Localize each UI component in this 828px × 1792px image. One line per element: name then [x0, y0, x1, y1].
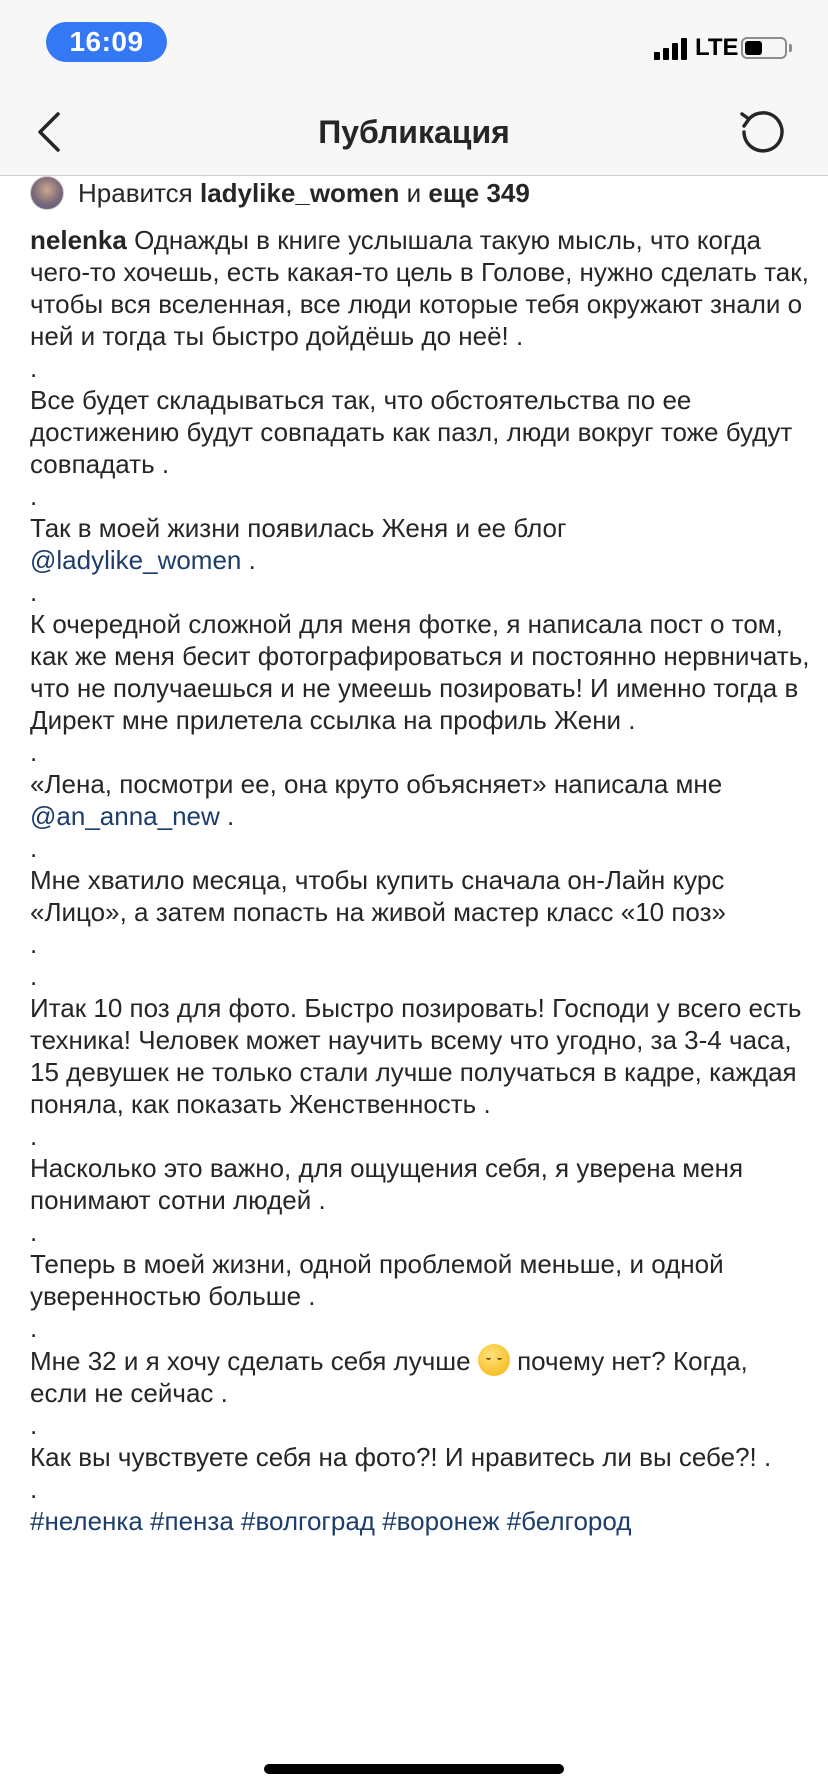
caption-paragraph: «Лена, посмотри ее, она круто объясняет» написала мне @an_anna_new . [30, 769, 723, 831]
network-type: LTE [695, 34, 739, 61]
caption-dot: . [30, 1474, 38, 1504]
caption-dot: . [30, 1410, 38, 1440]
status-time[interactable]: 16:09 [46, 22, 167, 62]
caption-paragraph: Итак 10 поз для фото. Быстро позировать! Господи у всего есть техника! Человек может научить всему что угодно, за 3-4 часа, 15 девушек не только стали лучше получаться в кадре, каждая поняла, как показать Женственность . [30, 993, 802, 1119]
caption-dot: . [30, 577, 38, 607]
mention-link[interactable]: @an_anna_new [30, 801, 220, 831]
battery-icon [741, 37, 787, 59]
caption-paragraph: nelenka Однажды в книге услышала такую мысль, что когда чего-то хочешь, есть какая-то цель в Голове, нужно сделать так, чтобы вся вселенная, все люди которые тебя окружают знали о ней и тогда ты быстро дойдёшь до неё! . [30, 225, 809, 351]
caption-paragraph: Теперь в моей жизни, одной проблемой меньше, и одной уверенностью больше . [30, 1249, 724, 1311]
likes-more-link[interactable]: еще 349 [428, 178, 530, 208]
caption-dot: . [30, 929, 38, 959]
likes-prefix: Нравится [78, 178, 193, 208]
likes-conj: и [406, 178, 422, 208]
home-indicator[interactable] [264, 1764, 564, 1774]
caption-dot: . [30, 481, 38, 511]
caption-dot: . [30, 737, 38, 767]
smiling-face-emoji-icon [478, 1344, 510, 1376]
caption-paragraph: Мне хватило месяца, чтобы купить сначала он-Лайн курс «Лицо», а затем попасть на живой мастер класс «10 поз» [30, 865, 726, 927]
battery-cap [789, 44, 792, 52]
caption-dot: . [30, 961, 38, 991]
caption-paragraph: Мне 32 и я хочу сделать себя лучше почему нет? Когда, если не сейчас . [30, 1346, 748, 1408]
caption-paragraph: К очередной сложной для меня фотке, я написала пост о том, как же меня бесит фотографироваться и постоянно нервничать, что не получаешься и не умеешь позировать! И именно тогда в Директ мне прилетела ссылка на профиль Жени . [30, 609, 810, 735]
refresh-icon[interactable] [736, 106, 788, 158]
caption-author[interactable]: nelenka [30, 225, 127, 255]
likes-text [78, 176, 530, 210]
caption-dot: . [30, 833, 38, 863]
caption-dot: . [30, 1313, 38, 1343]
page-title: Публикация [318, 114, 510, 150]
nav-bar [0, 88, 828, 176]
caption-paragraph: Насколько это важно, для ощущения себя, я уверена меня понимают сотни людей . [30, 1153, 744, 1215]
hashtags[interactable]: #неленка #пенза #волгоград #воронеж #белгород [30, 1506, 632, 1536]
status-bar [0, 0, 828, 88]
caption-dot: . [30, 353, 38, 383]
caption-dot: . [30, 1217, 38, 1247]
caption-dot: . [30, 1121, 38, 1151]
avatar[interactable] [30, 176, 64, 210]
caption-paragraph: Как вы чувствуете себя на фото?! И нравитесь ли вы себе?! . [30, 1442, 772, 1472]
likes-user-link[interactable]: ladylike_women [199, 178, 400, 208]
signal-icon [654, 36, 690, 60]
mention-link[interactable]: @ladylike_women [30, 545, 242, 575]
post-caption [30, 224, 810, 1537]
caption-paragraph: Все будет складываться так, что обстоятельства по ее достижению будут совпадать как пазл, люди вокруг тоже будут совпадать . [30, 385, 793, 479]
caption-paragraph: Так в моей жизни появилась Женя и ее блог @ladylike_women . [30, 513, 567, 575]
